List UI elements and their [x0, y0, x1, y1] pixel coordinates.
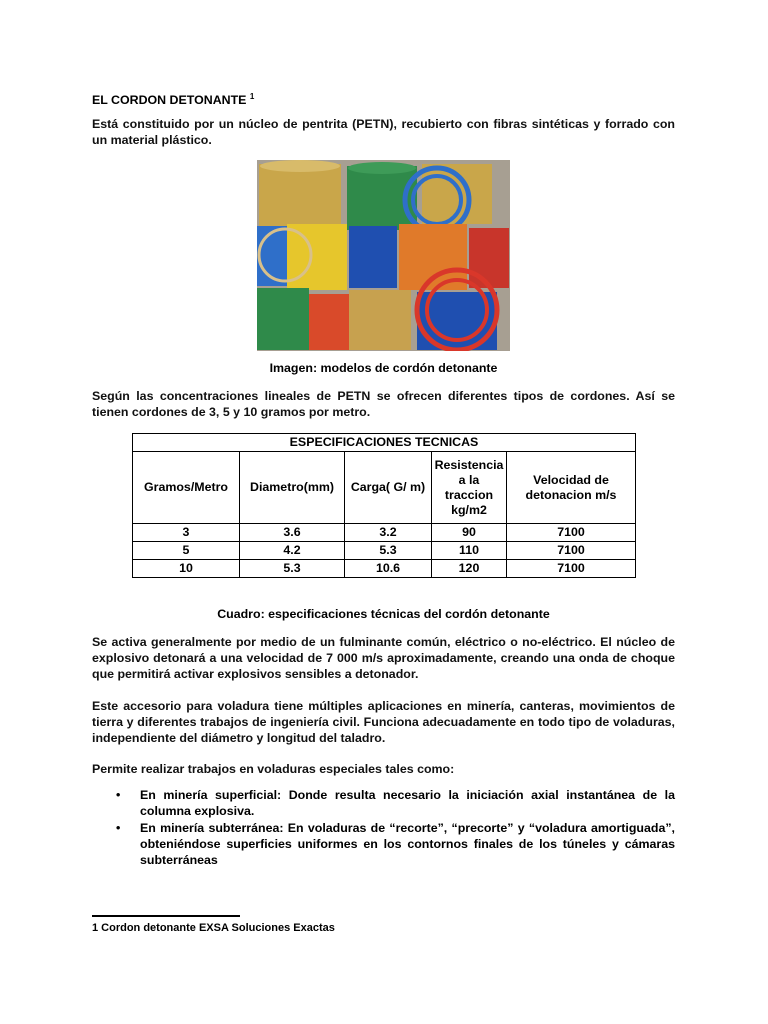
- spool-tan-top: [259, 160, 341, 230]
- table-cell: 110: [432, 542, 507, 560]
- table-row: [133, 560, 636, 578]
- types-paragraph: Según las concentraciones lineales de PETN se ofrecen diferentes tipos de cordones. Así se tienen cordones de 3, 5 y 10 gramos por metro.: [92, 389, 675, 419]
- table-cell: 7100: [507, 524, 636, 542]
- image-caption: Imagen: modelos de cordón detonante: [269, 361, 498, 375]
- uses-paragraph: Este accesorio para voladura tiene múltiples aplicaciones en minería, canteras, movimientos de tierra y diferentes trabajos de ingeniería civil. Funciona adecuadamente en todo tipo de voladuras, independiente del diámetro y longitud del taladro.: [92, 699, 675, 745]
- col-header-carga: Carga( G/ m): [345, 452, 432, 524]
- bullet-marker: •: [116, 788, 121, 802]
- col-header-velocidad: Velocidad de detonacion m/s: [507, 452, 636, 524]
- spools-illustration: [257, 160, 510, 351]
- table-cell: 7100: [507, 560, 636, 578]
- detonating-cord-photo: [257, 160, 510, 351]
- table-cell: 90: [432, 524, 507, 542]
- table-header-row: [133, 452, 636, 524]
- title-text: EL CORDON DETONANTE: [92, 93, 247, 108]
- table-title-row: [133, 434, 636, 452]
- col-header-gramos: Gramos/Metro: [133, 452, 240, 524]
- table-title: ESPECIFICACIONES TECNICAS: [133, 434, 636, 452]
- table-cell: 3.6: [240, 524, 345, 542]
- page-title: [92, 89, 254, 108]
- activation-paragraph: Se activa generalmente por medio de un fulminante común, eléctrico o no-eléctrico. El núcleo de explosivo detonará a una velocidad de 7 000 m/s aproximadamente, creando una onda de choque que permitirá activar explosivos sensibles a detonador.: [92, 635, 675, 681]
- footnote-divider: [92, 915, 240, 917]
- spool-blue-mid-2: [349, 226, 397, 288]
- table-cell: 7100: [507, 542, 636, 560]
- footnote-text: 1 Cordon detonante EXSA Soluciones Exactas: [92, 922, 335, 934]
- footnote-marker: 1: [249, 92, 255, 101]
- table-cell: 5: [133, 542, 240, 560]
- spool-red-bottom: [309, 294, 349, 350]
- table-row: [133, 542, 636, 560]
- col-header-diametro: Diametro(mm): [240, 452, 345, 524]
- table-caption: Cuadro: especificaciones técnicas del cordón detonante: [217, 607, 550, 621]
- bullet-marker: •: [116, 821, 121, 835]
- list-item: [92, 820, 675, 868]
- spool-green-bottom: [257, 288, 309, 350]
- special-uses-list: [92, 787, 675, 869]
- table-cell: 5.3: [345, 542, 432, 560]
- table-cell: 120: [432, 560, 507, 578]
- special-paragraph: Permite realizar trabajos en voladuras especiales tales como:: [92, 762, 455, 776]
- list-item-text: En minería superficial: Donde resulta necesario la iniciación axial instantánea de la columna explosiva.: [140, 788, 675, 818]
- specifications-table: [132, 433, 636, 578]
- spool-tan-bottom: [349, 290, 411, 350]
- col-header-resistencia: Resistencia a la traccion kg/m2: [432, 452, 507, 524]
- table-cell: 10: [133, 560, 240, 578]
- table-cell: 5.3: [240, 560, 345, 578]
- intro-paragraph: Está constituido por un núcleo de pentrita (PETN), recubierto con fibras sintéticas y forrado con un material plástico.: [92, 117, 675, 147]
- table-cell: 3: [133, 524, 240, 542]
- list-item: [92, 787, 675, 819]
- list-item-text: En minería subterránea: En voladuras de “recorte”, “precorte” y “voladura amortiguada”, obteniéndose superficies uniformes en los contornos finales de los túneles y cámaras subterráneas: [140, 821, 675, 867]
- table-row: [133, 524, 636, 542]
- table-cell: 3.2: [345, 524, 432, 542]
- table-cell: 10.6: [345, 560, 432, 578]
- spool-red-mid: [469, 228, 509, 288]
- table-cell: 4.2: [240, 542, 345, 560]
